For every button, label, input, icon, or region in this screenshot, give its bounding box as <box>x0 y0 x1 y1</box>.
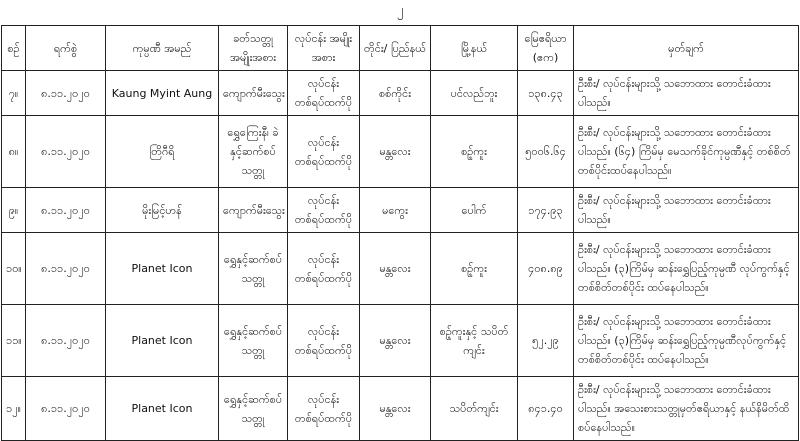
header-region: တိုင်း/ ပြည်နယ် <box>360 26 431 71</box>
table-row <box>2 116 799 188</box>
page-number: ၂ <box>396 3 404 18</box>
cell-business: လုပ်ငန်း တစ်ရပ်ထက်ပို <box>288 71 360 116</box>
cell-region: မကွေး <box>360 188 431 233</box>
cell-no: ၁၀။ <box>2 233 26 305</box>
cell-mineral: ရွှေနှင့်ဆက်စပ် သတ္တု <box>219 377 288 441</box>
cell-business: လုပ်ငန်း တစ်ရပ်ထက်ပို <box>288 305 360 377</box>
application-table <box>1 25 799 441</box>
cell-area: ၁၃၈.၄၃ <box>518 71 574 116</box>
cell-township: ပင်လည်ဘူး <box>431 71 518 116</box>
cell-business: လုပ်ငန်း တစ်ရပ်ထက်ပို <box>288 233 360 305</box>
cell-mineral: ကျောက်မီးသွေး <box>219 188 288 233</box>
cell-no: ၇။ <box>2 71 26 116</box>
cell-area: ၈၄၁.၄၀ <box>518 377 574 441</box>
cell-mineral: ကျောက်မီးသွေး <box>219 71 288 116</box>
cell-township: စဉ့်ကူးနှင့် သပိတ်ကျင်း <box>431 305 518 377</box>
table-row <box>2 188 799 233</box>
cell-date: ၈.၁၁.၂၀၂၀ <box>26 71 106 116</box>
cell-date: ၈.၁၁.၂၀၂၀ <box>26 233 106 305</box>
header-township: မြို့နယ် <box>431 26 518 71</box>
cell-remarks: ဦးစီး/ လုပ်ငန်းများသို့ သဘောထား တောင်းခံထားပါသည်။ <box>574 71 799 116</box>
cell-township: စဉ့်ကူး <box>431 233 518 305</box>
cell-date: ၈.၁၁.၂၀၂၀ <box>26 188 106 233</box>
cell-mineral: ရွှေကြေးနီ၊ ခဲနှင့်ဆက်စပ် သတ္တု <box>219 116 288 188</box>
cell-no: ၁၂။ <box>2 377 26 441</box>
table-row <box>2 377 799 441</box>
cell-remarks: ဦးစီး/ လုပ်ငန်းများသို့ သဘောထား တောင်းခံထားပါသည်။ အသေးစားသတ္တုမှတ်ဧရိယာနှင့် နယ်နိမိတ်ထိစပ်နေပါသည်။ <box>574 377 799 441</box>
cell-mineral: ရွှေနှင့်ဆက်စပ် သတ္တု <box>219 305 288 377</box>
header-date: ရက်စွဲ <box>26 26 106 71</box>
cell-region: မန္တလေး <box>360 377 431 441</box>
cell-region: မန္တလေး <box>360 116 431 188</box>
cell-region: စစ်ကိုင်း <box>360 71 431 116</box>
cell-no: ၉။ <box>2 188 26 233</box>
cell-company: တြိဂီရိ <box>106 116 219 188</box>
header-mineral: ခတ်သတ္တု အမျိုးအစား <box>219 26 288 71</box>
header-company: ကုမ္ပဏီ အမည် <box>106 26 219 71</box>
header-business: လုပ်ငန်း အမျိုးအစား <box>288 26 360 71</box>
cell-company: Planet Icon <box>106 233 219 305</box>
cell-remarks: ဦးစီး/ လုပ်ငန်းများသို့ သဘောထား တောင်းခံထားပါသည်။ (၃)ကြိမ်မှ ဆန်းရွှေပြည့်ကုမ္ပဏီလုပ်ကွက်နှင့် တစ်စိတ်တစ်ပိုင်း ထပ်နေပါသည်။ <box>574 305 799 377</box>
header-remarks: မှတ်ချက် <box>574 26 799 71</box>
table-header <box>2 26 799 71</box>
cell-business: လုပ်ငန်း တစ်ရပ်ထက်ပို <box>288 116 360 188</box>
table-row <box>2 71 799 116</box>
cell-region: မန္တလေး <box>360 305 431 377</box>
cell-date: ၈.၁၁.၂၀၂၀ <box>26 377 106 441</box>
cell-no: ၁၁။ <box>2 305 26 377</box>
cell-region: မန္တလေး <box>360 233 431 305</box>
cell-remarks: ဦးစီး/ လုပ်ငန်းများသို့ သဘောထား တောင်းခံထားပါသည်။ (၃)ကြိမ်မှ ဆန်းရွှေပြည့်ကုမ္ပဏီ လုပ်ကွက်နှင့် တစ်စိတ်တစ်ပိုင်း ထပ်နေပါသည်။ <box>574 233 799 305</box>
header-area: မြေဧရိယာ (ဧက) <box>518 26 574 71</box>
cell-business: လုပ်ငန်း တစ်ရပ်ထက်ပို <box>288 377 360 441</box>
cell-mineral: ရွှေနှင့်ဆက်စပ် သတ္တု <box>219 233 288 305</box>
cell-area: ၅၂.၂၉ <box>518 305 574 377</box>
cell-company: မိုးမြင့်ဟန် <box>106 188 219 233</box>
cell-township: ပေါက် <box>431 188 518 233</box>
cell-date: ၈.၁၁.၂၀၂၀ <box>26 116 106 188</box>
cell-township: သပိတ်ကျင်း <box>431 377 518 441</box>
cell-area: ၁၇၄.၉၃ <box>518 188 574 233</box>
cell-area: ၅၀၀၆.၆၄ <box>518 116 574 188</box>
cell-company: Kaung Myint Aung <box>106 71 219 116</box>
header-no: စဉ် <box>2 26 26 71</box>
cell-township: စဉ့်ကူး <box>431 116 518 188</box>
cell-remarks: ဦးစီး/ လုပ်ငန်းများသို့ သဘောထား တောင်းခံထားပါသည်။ <box>574 188 799 233</box>
cell-area: ၄၀၈.၈၉ <box>518 233 574 305</box>
table-row <box>2 305 799 377</box>
cell-company: Planet Icon <box>106 377 219 441</box>
cell-remarks: ဦးစီး/ လုပ်ငန်းများသို့ သဘောထား တောင်းခံထားပါသည်။ (၆၄) ကြိမ်မှ မေသက်ခိုင်ကုမ္ပဏီနှင့် တစ်စိတ်တစ်ပိုင်းထပ်နေပါသည်။ <box>574 116 799 188</box>
table-row <box>2 233 799 305</box>
cell-date: ၈.၁၁.၂၀၂၀ <box>26 305 106 377</box>
cell-no: ၈။ <box>2 116 26 188</box>
cell-company: Planet Icon <box>106 305 219 377</box>
cell-business: လုပ်ငန်း တစ်ရပ်ထက်ပို <box>288 188 360 233</box>
